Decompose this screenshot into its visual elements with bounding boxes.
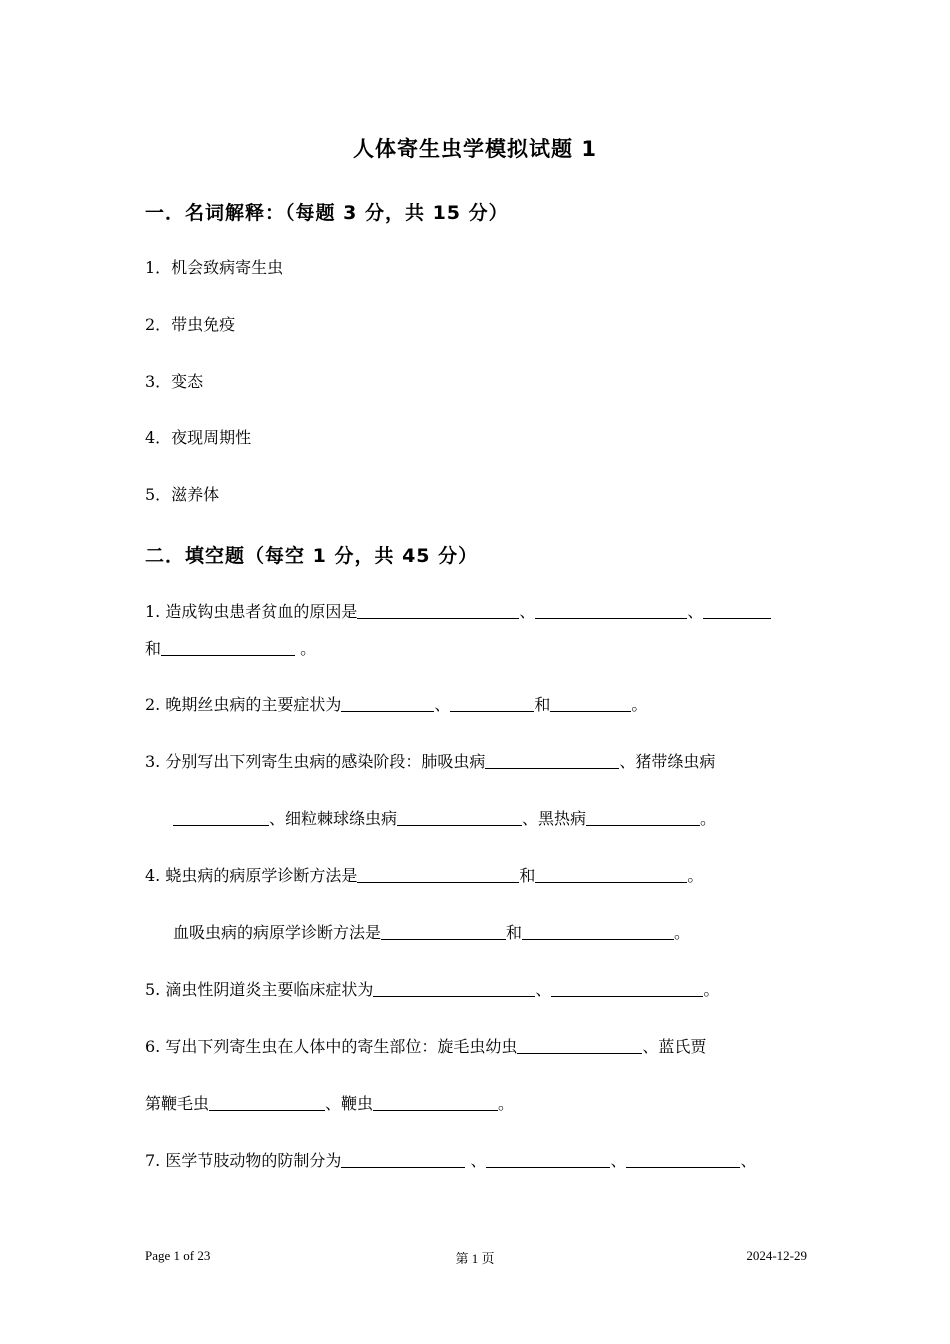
separator: 。 [295, 639, 317, 658]
question-text: 3. 分别写出下列寄生虫病的感染阶段：肺吸虫病 [145, 752, 486, 771]
question-text: 1. 造成钩虫患者贫血的原因是 [145, 602, 358, 621]
question-text: 、细粒棘球绦虫病 [269, 809, 398, 828]
section-heading-fill-in: 二．填空题（每空 1 分，共 45 分） [145, 545, 479, 567]
separator: 。 [498, 1094, 515, 1113]
answer-blank[interactable] [551, 980, 703, 997]
separator: 和 [506, 923, 523, 942]
answer-blank[interactable] [586, 809, 700, 826]
footer-page-number: 第 1 页 [455, 1251, 495, 1266]
footer-page-count: Page 1 of 23 [145, 1248, 211, 1263]
answer-blank[interactable] [522, 923, 674, 940]
separator: 。 [700, 809, 717, 828]
question-text: 、鞭虫 [325, 1094, 374, 1113]
question-6 [145, 1036, 706, 1058]
question-5 [145, 979, 719, 1001]
answer-blank[interactable] [397, 809, 522, 826]
definition-item: 2．带虫免疫 [145, 315, 236, 334]
separator: 和 [519, 866, 536, 885]
answer-blank[interactable] [173, 809, 269, 826]
answer-blank[interactable] [517, 1037, 642, 1054]
question-text: 和 [145, 639, 162, 658]
definition-item: 4．夜现周期性 [145, 428, 252, 447]
answer-blank[interactable] [626, 1151, 740, 1168]
question-text: 7. 医学节肢动物的防制分为 [145, 1151, 342, 1170]
question-3 [145, 751, 715, 773]
answer-blank[interactable] [535, 602, 687, 619]
question-2 [145, 694, 647, 716]
question-text: 2. 晚期丝虫病的主要症状为 [145, 695, 342, 714]
separator: 。 [703, 980, 720, 999]
separator: 、 [465, 1151, 487, 1170]
separator: 、 [535, 980, 552, 999]
question-7 [145, 1150, 756, 1172]
question-text: 血吸虫病的病原学诊断方法是 [173, 923, 382, 942]
question-text: 4. 蛲虫病的病原学诊断方法是 [145, 866, 358, 885]
question-text: 、猪带绦虫病 [619, 752, 716, 771]
separator: 、 [519, 602, 536, 621]
answer-blank[interactable] [373, 1094, 498, 1111]
page-title: 人体寄生虫学模拟试题 1 [353, 137, 597, 161]
question-1 [145, 601, 771, 623]
separator: 。 [687, 866, 704, 885]
question-text: 5. 滴虫性阴道炎主要临床症状为 [145, 980, 374, 999]
question-text: 6. 写出下列寄生虫在人体中的寄生部位：旋毛虫幼虫 [145, 1037, 518, 1056]
definition-item: 5．滋养体 [145, 485, 220, 504]
answer-blank[interactable] [703, 602, 771, 619]
answer-blank[interactable] [341, 1151, 465, 1168]
answer-blank[interactable] [535, 866, 687, 883]
question-1-continued [145, 638, 316, 660]
separator: 、 [434, 695, 451, 714]
answer-blank[interactable] [485, 752, 619, 769]
answer-blank[interactable] [357, 866, 519, 883]
separator: 、 [610, 1151, 627, 1170]
answer-blank[interactable] [209, 1094, 325, 1111]
answer-blank[interactable] [161, 639, 295, 656]
answer-blank[interactable] [341, 695, 434, 712]
answer-blank[interactable] [450, 695, 534, 712]
answer-blank[interactable] [550, 695, 631, 712]
answer-blank[interactable] [486, 1151, 610, 1168]
question-3-continued [173, 808, 716, 830]
answer-blank[interactable] [357, 602, 519, 619]
separator: 和 [534, 695, 551, 714]
question-text: 第鞭毛虫 [145, 1094, 210, 1113]
answer-blank[interactable] [373, 980, 535, 997]
question-6-continued [145, 1093, 514, 1115]
question-4 [145, 865, 703, 887]
definition-item: 3．变态 [145, 372, 204, 391]
separator: 、 [687, 602, 704, 621]
answer-blank[interactable] [381, 923, 506, 940]
separator: 。 [674, 923, 691, 942]
question-text: 、黑热病 [522, 809, 587, 828]
separator: 、 [740, 1151, 757, 1170]
definition-item: 1．机会致病寄生虫 [145, 258, 284, 277]
footer-date: 2024-12-29 [746, 1248, 807, 1263]
section-heading-definitions: 一．名词解释：（每题 3 分，共 15 分） [145, 202, 509, 224]
separator: 。 [631, 695, 648, 714]
question-text: 、蓝氏贾 [642, 1037, 707, 1056]
question-4-continued [173, 922, 690, 944]
